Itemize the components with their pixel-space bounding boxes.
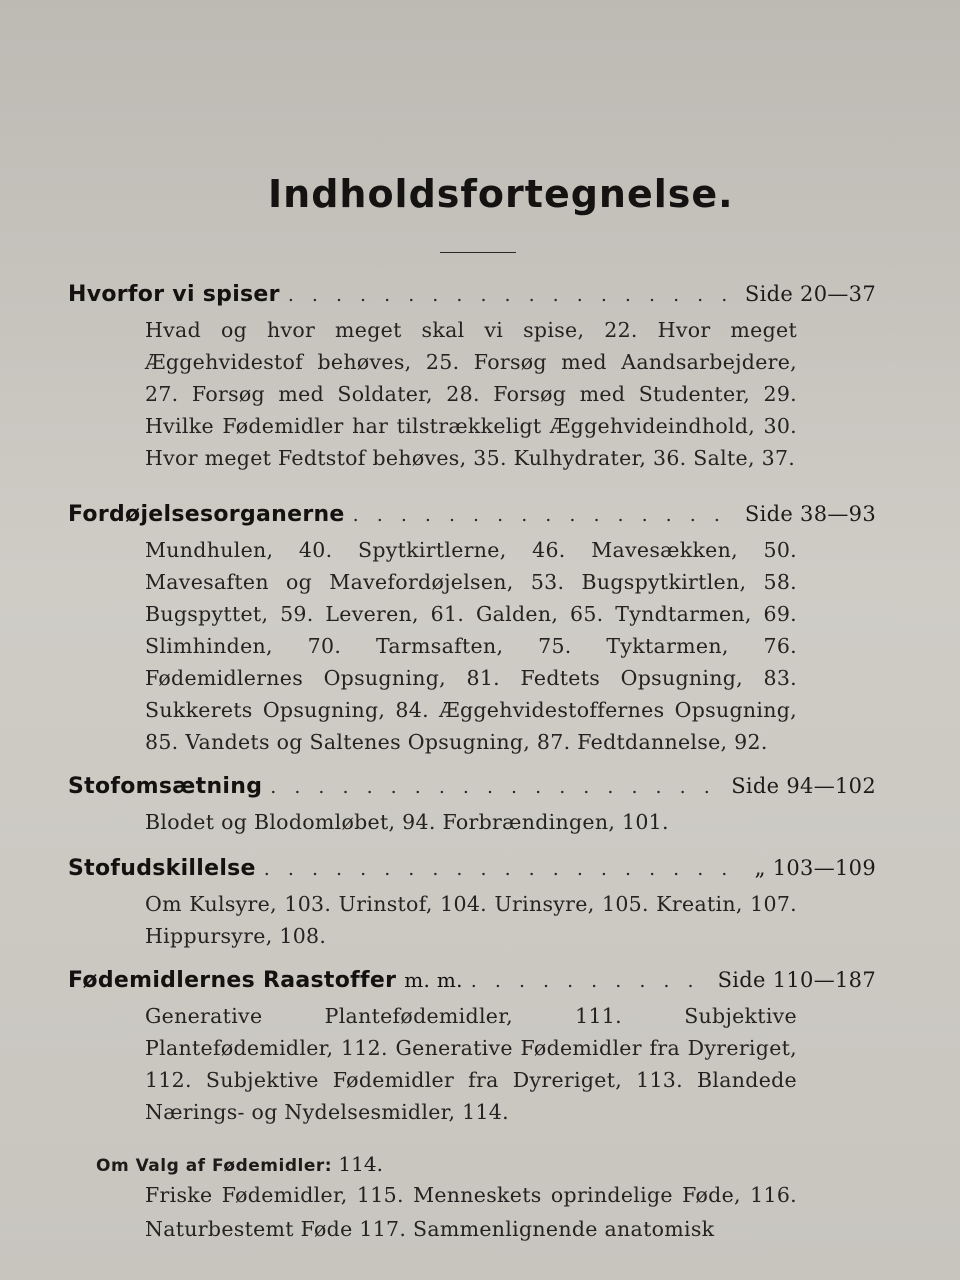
section-page-range: Side 20—37 <box>744 282 876 306</box>
toc-section-foedemidlernes-raastoffer <box>68 968 876 1128</box>
toc-section-stofudskillelse <box>68 856 876 952</box>
section-page-range: Side 38—93 <box>744 502 876 526</box>
page-title: Indholdsfortegnelse. <box>268 172 734 216</box>
subsection-entries: Friske Fødemidler, 115. Menneskets oprindelige Føde, 116. Naturbestemt Føde 117. Sammenlignende anatomisk <box>145 1183 797 1241</box>
section-page-range: Side 94—102 <box>731 774 876 798</box>
toc-heading <box>68 856 876 888</box>
section-entries: Mundhulen, 40. Spytkirtlerne, 46. Mavesækken, 50. Mavesaften og Mavefordøjelsen, 53. Bugspytkirtlen, 58. Bugspyttet, 59. Leveren, 61. Galden, 65. Tyndtarmen, 69. Slimhinden, 70. Tarmsaften, 75. Tyktarmen, 76. Fødemidlernes Opsugning, 81. Fedtets Opsugning, 83. Sukkerets Opsugning, 84. Æggehvidestoffernes Opsugning, 85. Vandets og Saltenes Opsugning, 87. Fedtdannelse, 92. <box>145 538 797 754</box>
toc-heading <box>68 282 876 314</box>
section-entries: Blodet og Blodomløbet, 94. Forbrændingen, 101. <box>145 810 669 834</box>
dot-leader <box>264 858 747 880</box>
title-divider <box>440 252 516 253</box>
section-title: Stofomsætning <box>68 774 263 799</box>
section-title: Fordøjelsesorganerne <box>68 502 345 527</box>
section-entries: Om Kulsyre, 103. Urinstof, 104. Urinsyre, 105. Kreatin, 107. Hippursyre, 108. <box>145 892 797 948</box>
section-title <box>68 968 463 993</box>
subsection-title: Om Valg af Fødemidler: <box>96 1156 333 1176</box>
section-title: Hvorfor vi spiser <box>68 282 280 307</box>
toc-heading <box>68 968 876 1000</box>
toc-heading <box>68 502 876 534</box>
subsection-heading <box>96 1152 383 1176</box>
dot-leader <box>353 504 737 526</box>
dot-leader <box>288 284 737 306</box>
section-title-text: Fødemidlernes Raastoffer <box>68 968 397 993</box>
subsection-page: 114. <box>338 1152 383 1176</box>
section-entries: Hvad og hvor meget skal vi spise, 22. Hvor meget Æggehvidestof behøves, 25. Forsøg med Aandsarbejdere, 27. Forsøg med Soldater, 28. Forsøg med Studenter, 29. Hvilke Fødemidler har tilstrækkeligt Æggehvideindhold, 30. Hvor meget Fedtstof behøves, 35. Kulhydrater, 36. Salte, 37. <box>145 318 797 470</box>
dot-leader <box>270 776 723 798</box>
section-page-range: „ 103—109 <box>754 856 876 880</box>
section-page-range: Side 110—187 <box>717 968 876 992</box>
toc-heading <box>68 774 876 806</box>
toc-section-hvorfor-vi-spiser <box>68 282 876 474</box>
section-title: Stofudskillelse <box>68 856 256 881</box>
toc-section-stofomsaetning <box>68 774 876 838</box>
section-title-suffix: m. m. <box>404 968 463 992</box>
toc-section-fordoejelsesorganerne <box>68 502 876 758</box>
section-entries: Generative Plantefødemidler, 111. Subjektive Plantefødemidler, 112. Generative Fødemidler fra Dyreriget, 112. Subjektive Fødemidler fra Dyreriget, 113. Blandede Nærings- og Nydelsesmidler, 114. <box>145 1004 797 1124</box>
dot-leader <box>471 970 710 992</box>
